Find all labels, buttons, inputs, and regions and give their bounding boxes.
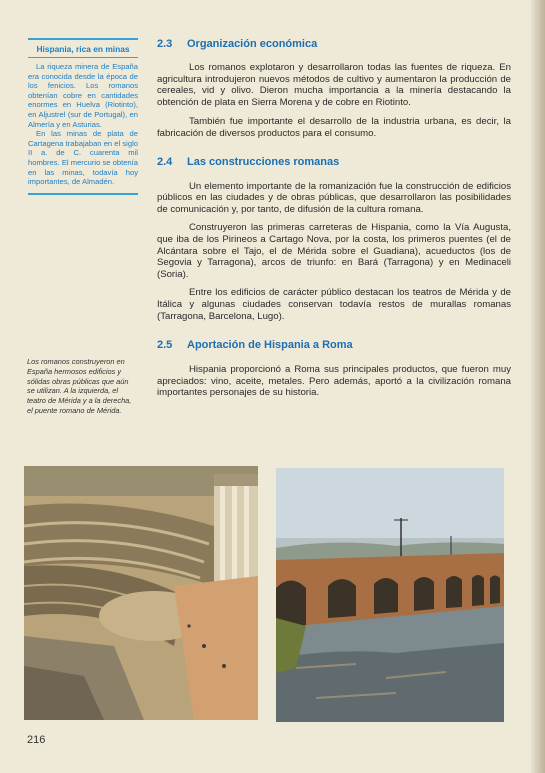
- sidebar-paragraph: En las minas de plata de Cartagena trabajaban en el siglo II a. de C. cuarenta mil hombres. El mercurio se obtenía en las minas, todavía hoy importantes, de Almadén.: [28, 129, 138, 187]
- bridge-photo: [276, 468, 504, 722]
- bridge-illustration: [276, 468, 504, 722]
- section-2-5: [157, 339, 511, 399]
- photo-caption: Los romanos construyeron en España hermosos edificios y sólidas obras públicas que aún se utilizan. A la izquierda, el teatro de Mérida y a la derecha, el puente romano de Mérida.: [27, 357, 132, 415]
- section-heading: [157, 339, 511, 351]
- theatre-photo: [24, 466, 258, 720]
- section-2-3: [157, 38, 511, 140]
- sidebar-paragraph: La riqueza minera de España era conocida desde la época de los fenicios. Los romanos obtenían cobre en cantidades enormes en Huelva (Riotinto), en Aljustrel (sur de Portugal), en Almería y en Asturias.: [28, 62, 138, 129]
- section-number: 2.5: [157, 339, 173, 352]
- section-title: Organización económica: [187, 38, 318, 50]
- paragraph: Los romanos explotaron y desarrollaron todas las fuentes de riqueza. En agricultura introdujeron nuevos métodos de cultivo y aumentaron la producción de cereales, vid y olivo. Dieron mucha importancia a la minería destacando la obtención de plata en Sierra Morena y de cobre en Riotinto.: [157, 62, 511, 108]
- section-title: Las construcciones romanas: [187, 155, 340, 168]
- section-2-4: [157, 156, 511, 323]
- section-number: 2.4: [157, 155, 173, 168]
- section-number: 2.3: [157, 38, 173, 50]
- paragraph: También fue importante el desarrollo de la industria urbana, es decir, la fabricación de diversos productos para el consumo.: [157, 116, 511, 139]
- paragraph: Construyeron las primeras carreteras de Hispania, como la Vía Augusta, que iba de los Pirineos a Cartago Nova, por la costa, los primeros puentes (el de Alcántara sobre el Tajo, el de Mérida sobre el Guadiana), acueductos (los de Segovia y Tarragona), arcos de triunfo: en Bará (Tarragona) y en Medinaceli (Soria).: [157, 222, 511, 280]
- paragraph: Un elemento importante de la romanización fue la construcción de edificios públicos en las ciudades y de obras públicas, que desarrollaron las posibilidades de comunicación y, por tanto, de difusión de la cultura romana.: [157, 180, 511, 215]
- section-heading: [157, 156, 511, 168]
- section-title: Aportación de Hispania a Roma: [187, 339, 353, 352]
- page-edge-shadow: [531, 0, 545, 773]
- paragraph: Hispania proporcionó a Roma sus principales productos, que fueron muy apreciados: vino, aceite, metales. Pero además, aportó a la civilización romana importantes personajes de su historia.: [157, 364, 511, 399]
- page-number: 216: [27, 734, 46, 746]
- section-heading: [157, 38, 511, 50]
- sidebar-box: [28, 38, 138, 195]
- theatre-illustration: [24, 466, 258, 720]
- main-column: [157, 38, 511, 399]
- sidebar-title: Hispania, rica en minas: [28, 44, 138, 58]
- paragraph: Entre los edificios de carácter público destacan los teatros de Mérida y de Itálica y algunas ciudades conservan todavía restos de murallas romanas (Tarragona, Barcelona, Lugo).: [157, 287, 511, 322]
